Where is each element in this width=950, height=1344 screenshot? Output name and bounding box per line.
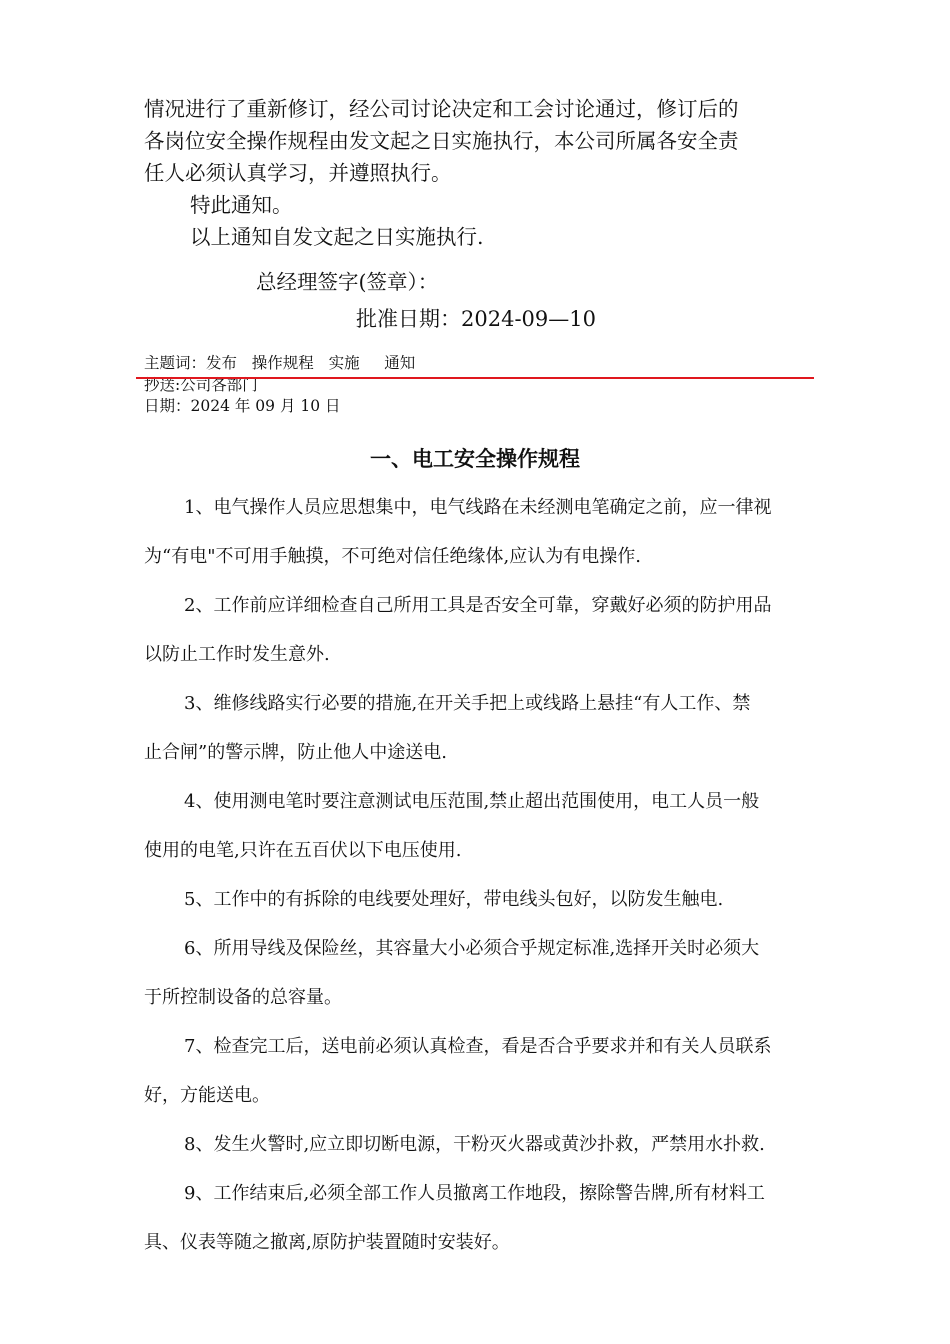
rule-line: 4、使用测电笔时要注意测试电压范围,禁止超出范围使用，电工人员一般 [184,791,760,812]
intro-line: 情况进行了重新修订，经公司讨论决定和工会讨论通过，修订后的 [144,97,739,121]
rule-line: 使用的电笔,只许在五百伏以下电压使用. [144,840,462,861]
effective-line: 以上通知自发文起之日实施执行. [190,225,484,249]
rule-line: 5、工作中的有拆除的电线要处理好，带电线头包好，以防发生触电. [184,889,724,910]
rule-item [144,590,809,688]
manager-signature-label: 总经理签字(签章）： [256,270,439,294]
rule-line: 3、维修线路实行必要的措施,在开关手把上或线路上悬挂“有人工作、禁 [184,693,751,714]
rule-line: 止合闸”的警示牌，防止他人中途送电. [144,742,447,763]
rules-list [144,492,809,1276]
rule-line: 7、检查完工后，送电前必须认真检查，看是否合乎要求并和有关人员联系 [184,1036,772,1057]
rule-line: 于所控制设备的总容量。 [144,987,342,1008]
rule-line: 1、电气操作人员应思想集中，电气线路在未经测电笔确定之前，应一律视 [184,497,772,518]
red-divider [136,377,814,379]
rule-line: 具、仪表等随之撤离,原防护装置随时安装好。 [144,1232,510,1253]
rule-line: 为“有电"不可用手触摸，不可绝对信任绝缘体,应认为有电操作. [144,546,641,567]
subject-keywords: 主题词：发布 操作规程 实施 通知 [144,354,416,372]
notice-line: 特此通知。 [190,193,293,217]
intro-line: 任人必须认真学习，并遵照执行。 [144,161,452,185]
issue-date: 日期：2024 年 09 月 10 日 [144,397,341,415]
rule-line: 6、所用导线及保险丝，其容量大小必须合乎规定标准,选择开关时必须大 [184,938,760,959]
approval-date: 批准日期：2024-09—10 [356,307,596,331]
rule-line: 8、发生火警时,应立即切断电源，干粉灭火器或黄沙扑救，严禁用水扑救. [184,1134,765,1155]
intro-section [144,93,809,253]
rule-item [144,1031,809,1129]
rule-item [144,1178,809,1276]
cc-line: 抄送:公司各部门 [144,376,258,394]
rule-line: 2、工作前应详细检查自己所用工具是否安全可靠，穿戴好必须的防护用品 [184,595,772,616]
rule-item [144,884,809,933]
intro-line: 各岗位安全操作规程由发文起之日实施执行，本公司所属各安全责 [144,129,739,153]
rule-item [144,1129,809,1178]
section-title: 一、电工安全操作规程 [370,446,580,471]
rule-item [144,786,809,884]
rule-line: 好，方能送电。 [144,1085,270,1106]
rule-item [144,688,809,786]
intro-paragraph [144,93,809,189]
rule-item [144,492,809,590]
rule-item [144,933,809,1031]
rule-line: 9、工作结束后,必须全部工作人员撤离工作地段，擦除警告牌,所有材料工 [184,1183,765,1204]
rule-line: 以防止工作时发生意外. [144,644,330,665]
